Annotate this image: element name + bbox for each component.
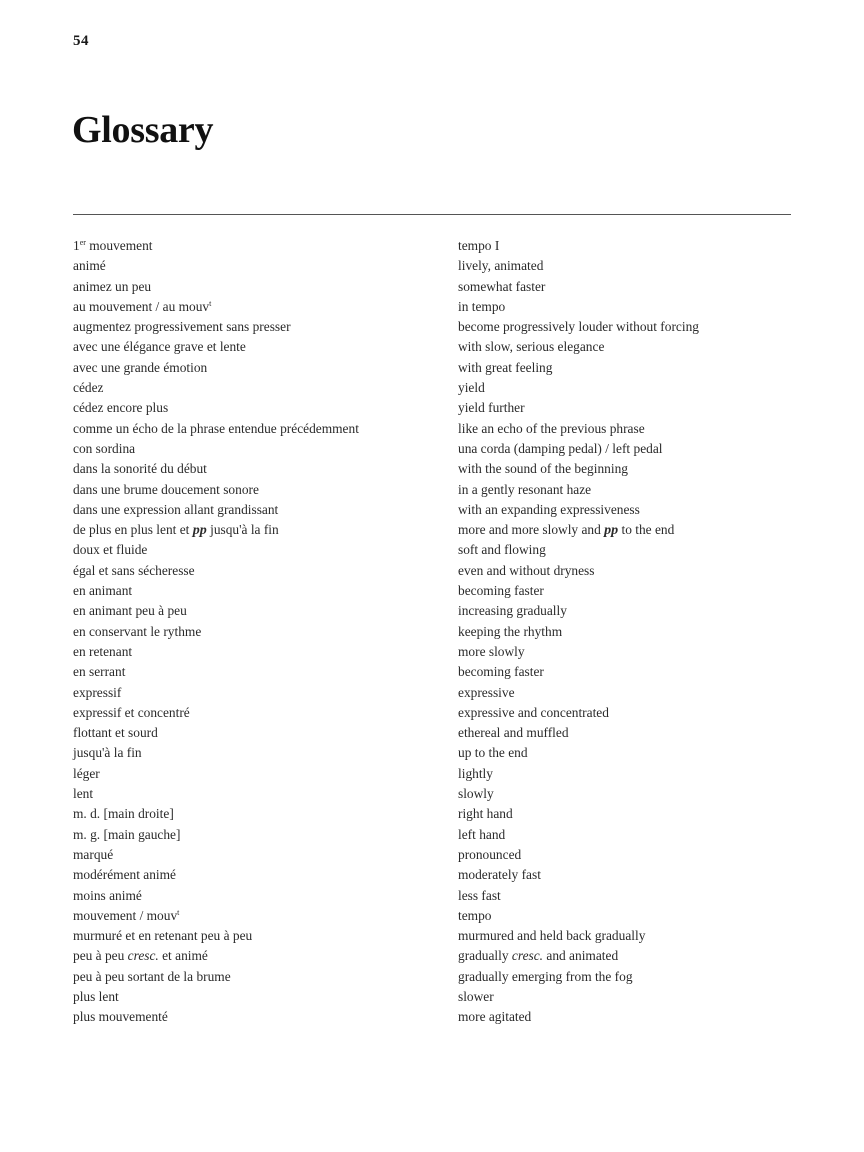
glossary-entry: [73, 459, 791, 479]
text-segment: lent: [73, 786, 94, 802]
text-segment: mouvement / mouv: [73, 907, 178, 923]
glossary-entry: [73, 865, 791, 885]
text-segment: dans une brume doucement sonore: [73, 481, 259, 497]
glossary-entry: [73, 825, 791, 845]
french-term: [73, 581, 458, 601]
english-translation: [458, 825, 791, 845]
text-segment: lightly: [458, 765, 493, 781]
english-translation: [458, 358, 791, 378]
text-segment: jusqu'à la fin: [73, 745, 142, 761]
english-translation: [458, 1007, 791, 1027]
text-segment: and animated: [543, 948, 619, 964]
french-term: [73, 540, 458, 560]
text-segment: m. d. [main droite]: [73, 806, 174, 822]
english-translation: [458, 337, 791, 357]
french-term: [73, 520, 458, 540]
italic-marking: cresc.: [127, 948, 159, 964]
text-segment: slower: [458, 988, 494, 1004]
glossary-entry: [73, 642, 791, 662]
text-segment: m. g. [main gauche]: [73, 826, 181, 842]
glossary-entry: [73, 703, 791, 723]
glossary-entry: [73, 358, 791, 378]
text-segment: expressive: [458, 684, 515, 700]
text-segment: en retenant: [73, 643, 133, 659]
english-translation: [458, 703, 791, 723]
french-term: [73, 378, 458, 398]
text-segment: becoming faster: [458, 664, 544, 680]
french-term: [73, 1007, 458, 1027]
page-title: Glossary: [72, 109, 214, 151]
text-segment: en animant: [73, 583, 133, 599]
text-segment: tempo I: [458, 238, 500, 253]
dynamic-marking: pp: [192, 523, 207, 539]
french-term: [73, 886, 458, 906]
french-term: [73, 784, 458, 804]
english-translation: [458, 845, 791, 865]
english-translation: [458, 906, 791, 926]
french-term: [73, 946, 458, 966]
french-term: [73, 845, 458, 865]
text-segment: to the end: [618, 522, 675, 538]
text-segment: murmured and held back gradually: [458, 928, 646, 944]
text-segment: increasing gradually: [458, 603, 567, 619]
text-segment: de plus en plus lent et: [73, 522, 193, 538]
text-segment: become progressively louder without forcing: [458, 319, 699, 335]
text-segment: avec une élégance grave et lente: [73, 339, 246, 355]
glossary-entry: [73, 419, 791, 439]
glossary-entry: [73, 967, 791, 987]
glossary-entry: [73, 337, 791, 357]
glossary-entry: [73, 1007, 791, 1027]
glossary-entry: [73, 683, 791, 703]
glossary-entry: [73, 236, 791, 256]
text-segment: plus lent: [73, 988, 119, 1004]
text-segment: jusqu'à la fin: [206, 522, 279, 538]
text-segment: dans une expression allant grandissant: [73, 501, 279, 517]
french-term: [73, 459, 458, 479]
text-segment: soft and flowing: [458, 542, 546, 558]
english-translation: [458, 987, 791, 1007]
english-translation: [458, 683, 791, 703]
title-divider: [73, 214, 791, 215]
french-term: [73, 358, 458, 378]
glossary-entry: [73, 480, 791, 500]
text-segment: somewhat faster: [458, 278, 546, 294]
text-segment: 1: [73, 238, 80, 253]
text-segment: slowly: [458, 786, 494, 802]
english-translation: [458, 378, 791, 398]
text-segment: modérément animé: [73, 867, 176, 883]
italic-marking: cresc.: [511, 948, 544, 964]
text-segment: en serrant: [73, 664, 126, 680]
english-translation: [458, 804, 791, 824]
french-term: [73, 500, 458, 520]
french-term: [73, 419, 458, 439]
french-term: [73, 825, 458, 845]
text-segment: dans la sonorité du début: [73, 461, 207, 477]
french-term: [73, 561, 458, 581]
text-segment: avec une grande émotion: [73, 359, 208, 375]
text-segment: up to the end: [458, 745, 528, 761]
dynamic-marking: pp: [604, 523, 619, 539]
text-segment: plus mouvementé: [73, 1009, 168, 1025]
english-translation: [458, 622, 791, 642]
glossary-entry: [73, 845, 791, 865]
page-number: 54: [73, 33, 89, 49]
text-segment: en conservant le rythme: [73, 623, 202, 639]
glossary-list: [73, 236, 791, 1028]
glossary-entry: [73, 398, 791, 418]
french-term: [73, 256, 458, 276]
glossary-entry: [73, 581, 791, 601]
glossary-entry: [73, 500, 791, 520]
english-translation: [458, 601, 791, 621]
text-segment: mouvement: [85, 238, 153, 253]
english-translation: [458, 581, 791, 601]
english-translation: [458, 784, 791, 804]
english-translation: [458, 743, 791, 763]
french-term: [73, 926, 458, 946]
text-segment: égal et sans sécheresse: [73, 562, 195, 578]
french-term: [73, 764, 458, 784]
glossary-entry: [73, 723, 791, 743]
french-term: [73, 622, 458, 642]
french-term: [73, 865, 458, 885]
french-term: [73, 723, 458, 743]
english-translation: [458, 317, 791, 337]
glossary-entry: [73, 256, 791, 276]
french-term: [73, 967, 458, 987]
text-segment: in tempo: [458, 298, 506, 314]
text-segment: murmuré et en retenant peu à peu: [73, 928, 253, 944]
text-segment: doux et fluide: [73, 542, 148, 558]
english-translation: [458, 480, 791, 500]
text-segment: pronounced: [458, 846, 522, 862]
english-translation: [458, 500, 791, 520]
english-translation: [458, 561, 791, 581]
glossary-entry: [73, 784, 791, 804]
english-translation: [458, 662, 791, 682]
french-term: [73, 906, 458, 926]
english-translation: [458, 459, 791, 479]
text-segment: una corda (damping pedal) / left pedal: [458, 440, 663, 456]
text-segment: lively, animated: [458, 258, 544, 274]
french-term: [73, 703, 458, 723]
english-translation: [458, 520, 791, 540]
text-segment: becoming faster: [458, 583, 544, 599]
english-translation: [458, 642, 791, 662]
text-segment: peu à peu sortant de la brume: [73, 968, 231, 984]
text-segment: comme un écho de la phrase entendue précédemment: [73, 420, 359, 436]
text-segment: with great feeling: [458, 359, 553, 375]
glossary-entry: [73, 277, 791, 297]
glossary-entry: [73, 561, 791, 581]
text-segment: gradually: [458, 948, 512, 964]
text-segment: animé: [73, 258, 106, 274]
text-segment: expressif et concentré: [73, 704, 190, 720]
glossary-entry: [73, 317, 791, 337]
glossary-entry: [73, 520, 791, 540]
english-translation: [458, 967, 791, 987]
french-term: [73, 398, 458, 418]
glossary-entry: [73, 622, 791, 642]
text-segment: cédez encore plus: [73, 400, 169, 416]
english-translation: [458, 926, 791, 946]
french-term: [73, 642, 458, 662]
text-segment: yield: [458, 380, 485, 396]
english-translation: [458, 277, 791, 297]
french-term: [73, 987, 458, 1007]
text-segment: au mouvement / au mouv: [73, 298, 210, 314]
glossary-entry: [73, 662, 791, 682]
english-translation: [458, 764, 791, 784]
english-translation: [458, 723, 791, 743]
glossary-entry: [73, 926, 791, 946]
text-segment: et animé: [158, 948, 208, 964]
french-term: [73, 277, 458, 297]
text-segment: cédez: [73, 380, 104, 396]
text-segment: less fast: [458, 887, 501, 903]
text-segment: augmentez progressivement sans presser: [73, 319, 291, 335]
text-segment: more agitated: [458, 1009, 532, 1025]
glossary-entry: [73, 886, 791, 906]
superscript-text: er: [79, 238, 86, 247]
english-translation: [458, 865, 791, 885]
glossary-entry: [73, 297, 791, 317]
french-term: [73, 683, 458, 703]
french-term: [73, 236, 458, 256]
text-segment: con sordina: [73, 440, 136, 456]
text-segment: gradually emerging from the fog: [458, 968, 633, 984]
text-segment: expressif: [73, 684, 122, 700]
text-segment: expressive and concentrated: [458, 704, 609, 720]
glossary-entry: [73, 743, 791, 763]
glossary-entry: [73, 601, 791, 621]
glossary-entry: [73, 378, 791, 398]
text-segment: with slow, serious elegance: [458, 339, 605, 355]
glossary-entry: [73, 804, 791, 824]
glossary-entry: [73, 987, 791, 1007]
text-segment: animez un peu: [73, 278, 152, 294]
text-segment: ethereal and muffled: [458, 725, 569, 741]
superscript-text: t: [177, 907, 180, 917]
text-segment: tempo: [458, 907, 492, 923]
french-term: [73, 480, 458, 500]
glossary-entry: [73, 439, 791, 459]
english-translation: [458, 540, 791, 560]
text-segment: yield further: [458, 400, 525, 416]
english-translation: [458, 236, 791, 256]
glossary-entry: [73, 764, 791, 784]
english-translation: [458, 886, 791, 906]
glossary-entry: [73, 946, 791, 966]
french-term: [73, 804, 458, 824]
english-translation: [458, 297, 791, 317]
french-term: [73, 662, 458, 682]
french-term: [73, 297, 458, 317]
english-translation: [458, 256, 791, 276]
text-segment: even and without dryness: [458, 562, 595, 578]
text-segment: more slowly: [458, 643, 525, 659]
superscript-text: t: [209, 298, 212, 308]
text-segment: peu à peu: [73, 948, 128, 964]
text-segment: with the sound of the beginning: [458, 461, 628, 477]
french-term: [73, 317, 458, 337]
text-segment: like an echo of the previous phrase: [458, 420, 645, 436]
french-term: [73, 743, 458, 763]
english-translation: [458, 946, 791, 966]
text-segment: flottant et sourd: [73, 725, 158, 741]
glossary-entry: [73, 906, 791, 926]
text-segment: marqué: [73, 846, 114, 862]
text-segment: in a gently resonant haze: [458, 481, 592, 497]
english-translation: [458, 398, 791, 418]
text-segment: moderately fast: [458, 867, 541, 883]
french-term: [73, 601, 458, 621]
text-segment: right hand: [458, 806, 513, 822]
text-segment: moins animé: [73, 887, 142, 903]
text-segment: left hand: [458, 826, 506, 842]
french-term: [73, 439, 458, 459]
glossary-entry: [73, 540, 791, 560]
text-segment: keeping the rhythm: [458, 623, 563, 639]
text-segment: en animant peu à peu: [73, 603, 187, 619]
english-translation: [458, 439, 791, 459]
french-term: [73, 337, 458, 357]
text-segment: more and more slowly and: [458, 522, 605, 538]
english-translation: [458, 419, 791, 439]
text-segment: with an expanding expressiveness: [458, 501, 640, 517]
text-segment: léger: [73, 765, 100, 781]
